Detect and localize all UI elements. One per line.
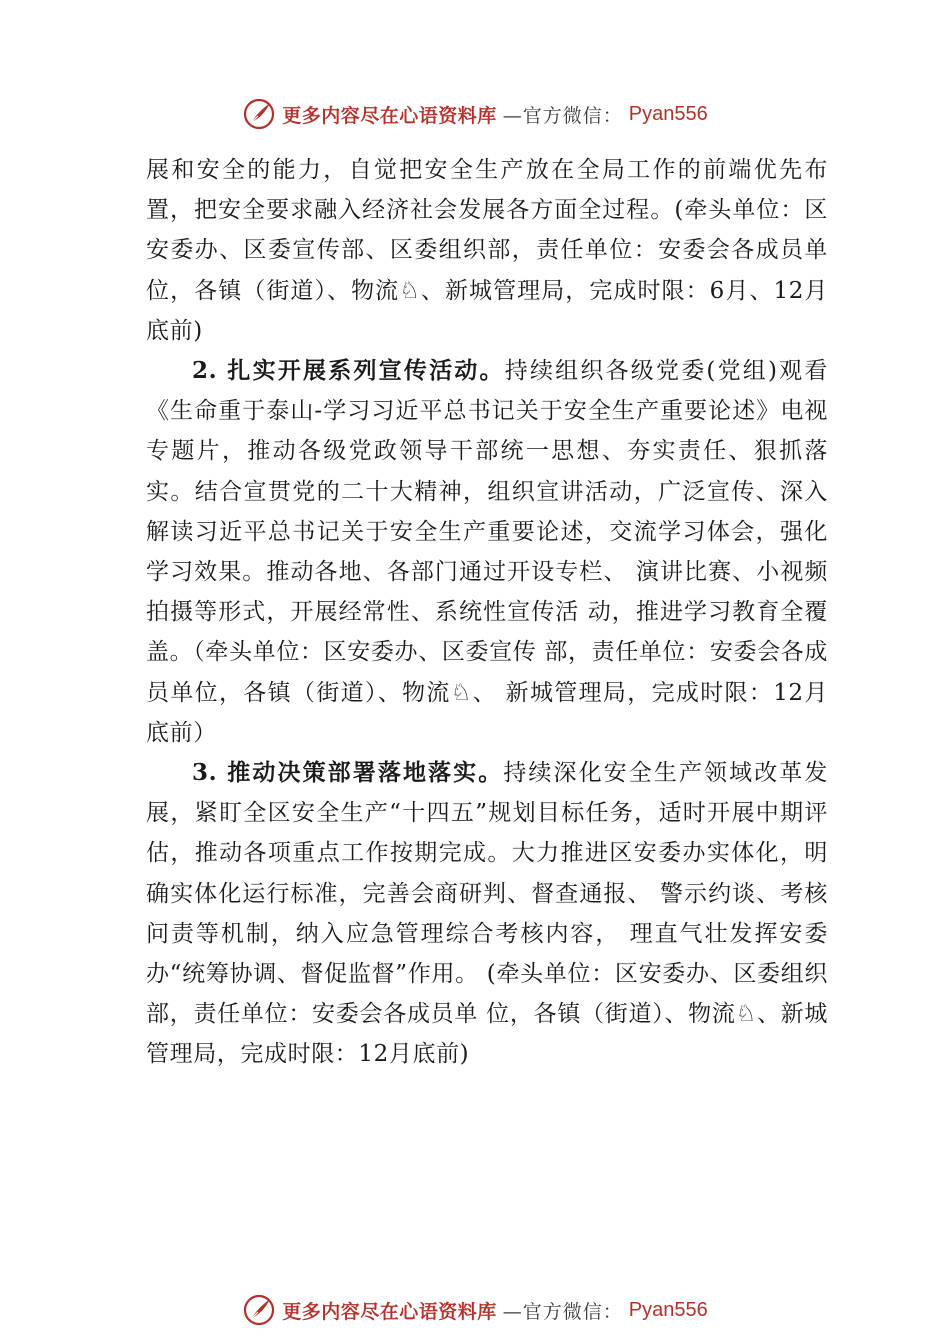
feather-pen-logo-icon [242,1293,276,1327]
paragraph-item-3 [146,753,828,1075]
item-heading: 3. 推动决策部署落地落实。 [192,759,504,787]
feather-pen-logo-icon [242,97,276,131]
paragraph-body: 展和安全的能力，自觉把安全生产放在全局工作的前端优先布置，把安全要求融入经济社会发展各方面全过程。(牵头单位：区安委办、区委宣传部、区委组织部，责任单位：安委会各成员单位，各镇（街道）、物流♘、新城管理局，完成时限：6月、12月底前) [146,157,828,344]
watermark-wechat-id: Pyan556 [628,1298,708,1321]
watermark-wechat-label: —官方微信： [502,104,623,127]
watermark-library-text: 更多内容尽在心语资料库 [282,104,497,127]
watermark-wechat-label: —官方微信： [502,1300,623,1323]
document-body [146,150,828,1075]
footer-watermark [0,1290,950,1330]
paragraph-continuation [146,150,828,351]
paragraph-body: 持续组织各级党委(党组)观看《生命重于泰山-学习习近平总书记关于安全生产重要论述》电视专题片，推动各级党政领导干部统一思想、夯实责任、狠抓落实。结合宣贯党的二十大精神，组织宣讲活动，广泛宣传、深入解读习近平总书记关于安全生产重要论述，交流学习体会，强化学习效果。推动各地、各部门通过开设专栏、 演讲比赛、小视频拍摄等形式，开展经常性、系统性宣传活 动，推进学习教育全覆盖。（牵头单位：区安委办、区委宣传 部，责任单位：安委会各成员单位，各镇（街道）、物流♘、 新城管理局，完成时限：12月底前） [146,358,828,746]
watermark-wechat-id: Pyan556 [628,102,708,125]
item-heading: 2. 扎实开展系列宣传活动。 [192,357,505,385]
paragraph-item-2 [146,351,828,753]
paragraph-body: 持续深化安全生产领域改革发展，紧盯全区安全生产“十四五”规划目标任务，适时开展中期评估，推动各项重点工作按期完成。大力推进区安委办实体化，明确实体化运行标准，完善会商研判、督查通报、 警示约谈、考核问责等机制，纳入应急管理综合考核内容， 理直气壮发挥安委办“统筹协调、督促监督”作用。 (牵头单位：区安委办、区委组织部，责任单位：安委会各成员单 位，各镇（街道）、物流♘、新城管理局，完成时限：12月底前) [146,760,828,1068]
header-watermark [0,94,950,134]
watermark-library-text: 更多内容尽在心语资料库 [282,1300,497,1323]
